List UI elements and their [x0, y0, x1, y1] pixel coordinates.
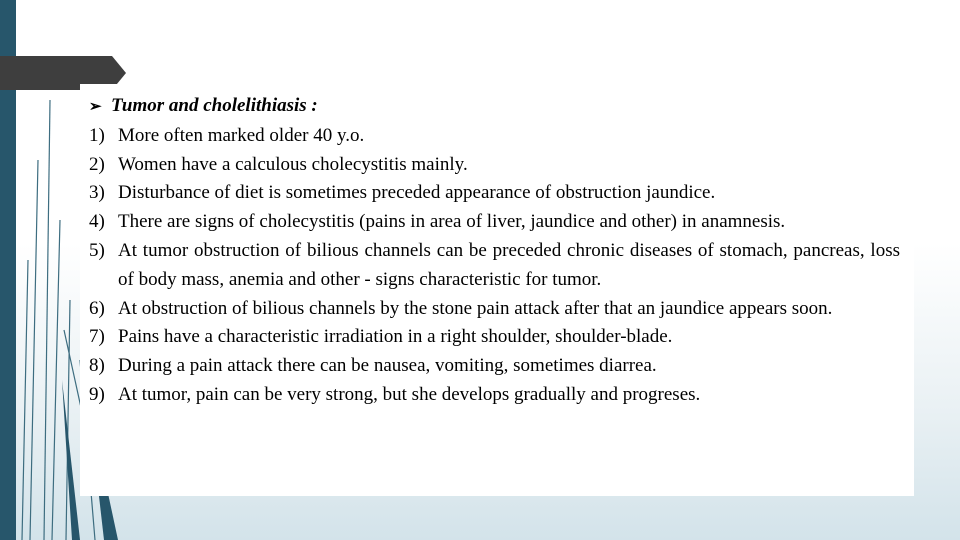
heading-text: Tumor and cholelithiasis :	[111, 95, 318, 116]
list-item	[89, 237, 900, 295]
item-text: More often marked older 40 y.o.	[118, 124, 365, 146]
list-item	[89, 208, 900, 237]
item-number: 4)	[89, 211, 105, 233]
item-text: At tumor obstruction of bilious channels can be preceded chronic diseases of stomach, pancreas, loss of body mass, anemia and other - signs characteristic for tumor.	[118, 239, 900, 290]
item-text: At tumor, pain can be very strong, but she develops gradually and progreses.	[118, 383, 701, 405]
item-text: Women have a calculous cholecystitis mainly.	[118, 153, 468, 175]
item-number: 3)	[89, 182, 105, 204]
item-number: 5)	[89, 239, 105, 261]
heading	[89, 92, 900, 122]
list-item	[89, 122, 900, 151]
item-number: 1)	[89, 124, 105, 146]
item-text: At obstruction of bilious channels by the stone pain attack after that an jaundice appears soon.	[118, 297, 833, 319]
slide-content	[80, 84, 914, 496]
item-number: 2)	[89, 153, 105, 175]
list-item	[89, 352, 900, 381]
item-number: 9)	[89, 383, 105, 405]
item-text: Disturbance of diet is sometimes preceded appearance of obstruction jaundice.	[118, 182, 716, 204]
item-number: 8)	[89, 355, 105, 377]
list-item	[89, 381, 900, 410]
item-text: There are signs of cholecystitis (pains in area of liver, jaundice and other) in anamnesis.	[118, 211, 786, 233]
item-text: Pains have a characteristic irradiation in a right shoulder, shoulder-blade.	[118, 326, 673, 348]
item-number: 7)	[89, 326, 105, 348]
item-text: During a pain attack there can be nausea, vomiting, sometimes diarrea.	[118, 355, 657, 377]
list-item	[89, 295, 900, 324]
list	[89, 122, 900, 410]
list-item	[89, 151, 900, 180]
item-number: 6)	[89, 297, 105, 319]
arrow-bullet-icon: ➢	[89, 99, 102, 115]
list-item	[89, 323, 900, 352]
list-item	[89, 179, 900, 208]
